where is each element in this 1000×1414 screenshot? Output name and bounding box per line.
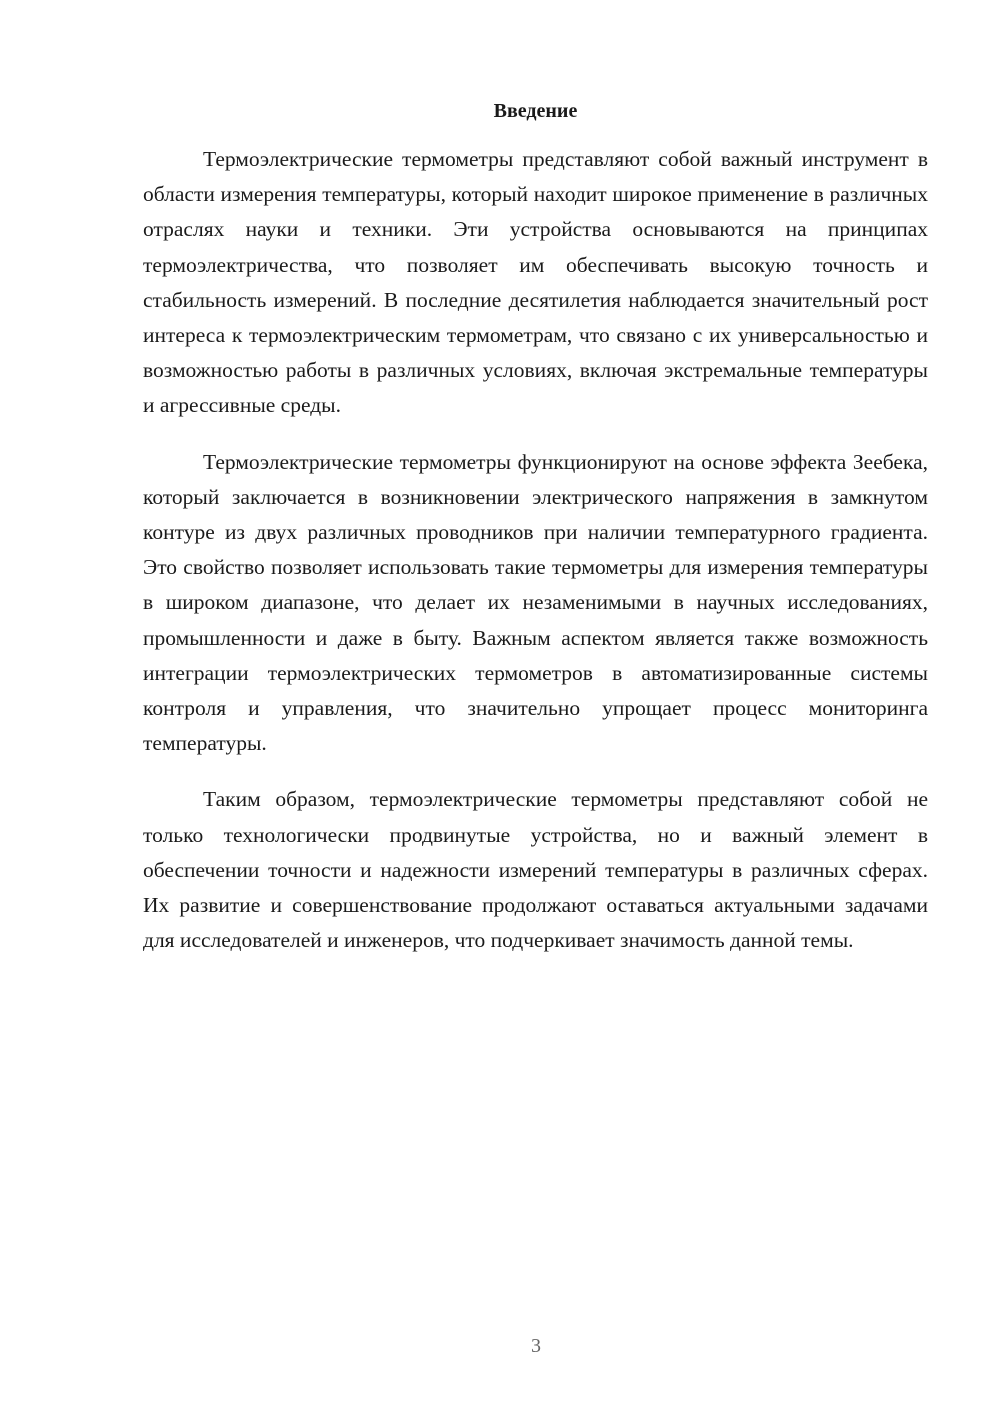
body-text — [143, 142, 928, 958]
paragraph-1: Термоэлектрические термометры представляют собой важный инструмент в области измерения температуры, который находит широкое применение в различных отраслях науки и техники. Эти устройства основываются на принципах термоэлектричества, что позволяет им обеспечивать высокую точность и стабильность измерений. В последние десятилетия наблюдается значительный рост интереса к термоэлектрическим термометрам, что связано с их универсальностью и возможностью работы в различных условиях, включая экстремальные температуры и агрессивные среды. — [143, 147, 928, 418]
page-number: 3 — [531, 1335, 541, 1357]
paragraph-2: Термоэлектрические термометры функционируют на основе эффекта Зеебека, который заключается в возникновении электрического напряжения в замкнутом контуре из двух различных проводников при наличии температурного градиента. Это свойство позволяет использовать такие термометры для измерения температуры в широком диапазоне, что делает их незаменимыми в научных исследованиях, промышленности и даже в быту. Важным аспектом является также возможность интеграции термоэлектрических термометров в автоматизированные системы контроля и управления, что значительно упрощает процесс мониторинга температуры. — [143, 449, 928, 756]
section-heading: Введение — [493, 100, 578, 122]
paragraph-3: Таким образом, термоэлектрические термометры представляют собой не только технологически продвинутые устройства, но и важный элемент в обеспечении точности и надежности измерений температуры в различных сферах. Их развитие и совершенствование продолжают оставаться актуальными задачами для исследователей и инженеров, что подчеркивает значимость данной темы. — [143, 787, 928, 953]
